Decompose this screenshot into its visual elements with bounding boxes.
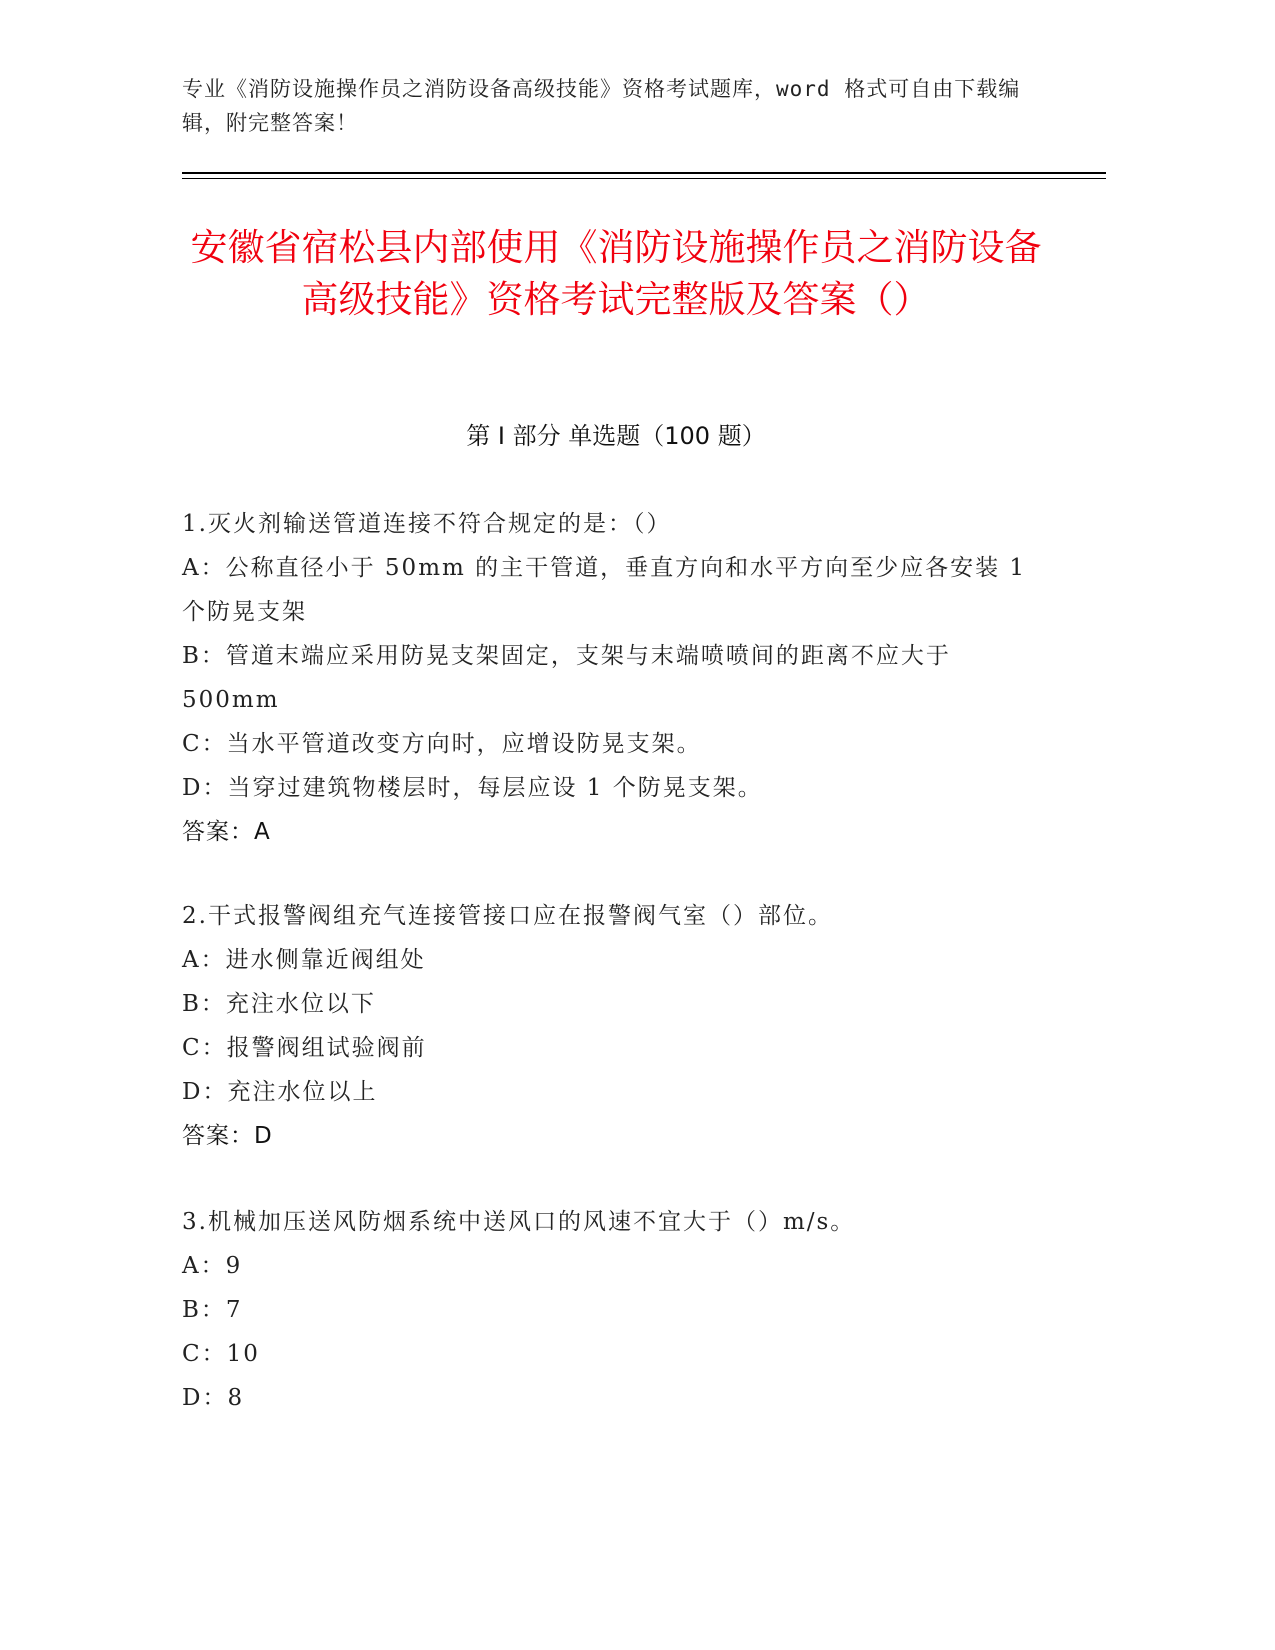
- option-d: D：当穿过建筑物楼层时，每层应设 1 个防晃支架。: [182, 775, 763, 801]
- answer: 答案：A: [182, 819, 271, 845]
- option-a: A：公称直径小于 50mm 的主干管道，垂直方向和水平方向至少应各安装 1 个防晃支架: [182, 555, 1027, 625]
- header-divider-thick: [182, 172, 1106, 174]
- option-c: C：当水平管道改变方向时，应增设防晃支架。: [182, 731, 702, 757]
- question-3: [182, 1200, 1042, 1420]
- option-b: B：7: [182, 1297, 243, 1323]
- question-stem: 2.干式报警阀组充气连接管接口应在报警阀气室（）部位。: [182, 903, 833, 929]
- option-c: C：报警阀组试验阀前: [182, 1035, 427, 1061]
- option-d: D：充注水位以上: [182, 1079, 378, 1105]
- section-title: 第 I 部分 单选题（100 题）: [466, 422, 766, 450]
- question-stem: 3.机械加压送风防烟系统中送风口的风速不宜大于（）m/s。: [182, 1209, 856, 1235]
- option-c: C：10: [182, 1341, 260, 1367]
- header-divider-thin: [182, 178, 1106, 179]
- option-a: A：9: [182, 1253, 243, 1279]
- question-1: [182, 502, 1042, 854]
- option-d: D：8: [182, 1385, 245, 1411]
- option-b: B：充注水位以下: [182, 991, 376, 1017]
- question-stem: 1.灭火剂输送管道连接不符合规定的是：（）: [182, 511, 672, 537]
- option-a: A：进水侧靠近阀组处: [182, 947, 426, 973]
- option-b: B：管道末端应采用防晃支架固定，支架与末端喷喷间的距离不应大于 500mm: [182, 643, 951, 713]
- document-title: 安徽省宿松县内部使用《消防设施操作员之消防设备高级技能》资格考试完整版及答案（）: [190, 226, 1042, 321]
- answer: 答案：D: [182, 1123, 273, 1149]
- header-note: 专业《消防设施操作员之消防设备高级技能》资格考试题库，word 格式可自由下载编辑，附完整答案！: [182, 77, 1021, 135]
- question-2: [182, 894, 1042, 1158]
